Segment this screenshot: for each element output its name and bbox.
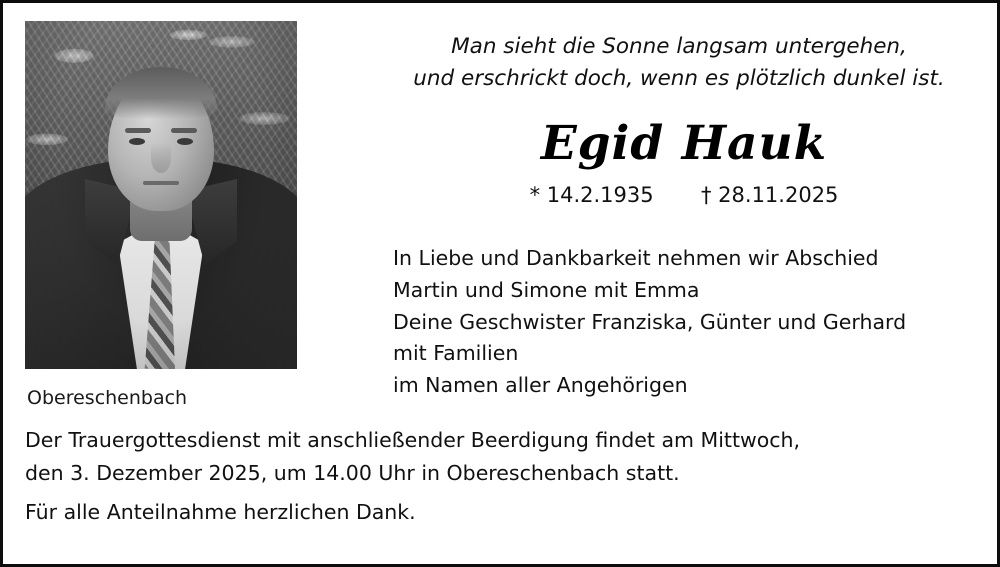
- service-line-1: Der Trauergottesdienst mit anschließender Beerdigung findet am Mittwoch,: [25, 427, 801, 452]
- place-label: Obereschenbach: [27, 387, 188, 409]
- thanks-line: Für alle Anteilnahme herzlichen Dank.: [25, 500, 416, 525]
- life-dates: [393, 183, 975, 207]
- deceased-name: Egid Hauk: [540, 115, 828, 171]
- photo-vignette: [25, 21, 297, 369]
- tribute-line-4: mit Familien: [393, 341, 519, 366]
- birth-date: * 14.2.1935: [529, 183, 654, 208]
- tribute-line-1: In Liebe und Dankbarkeit nehmen wir Abschied: [393, 246, 879, 271]
- motto-line-1: Man sieht die Sonne langsam untergehen,: [451, 34, 907, 59]
- death-date: † 28.11.2025: [701, 183, 839, 208]
- motto-block: [393, 31, 975, 96]
- tribute-line-2: Martin und Simone mit Emma: [393, 277, 700, 302]
- portrait-photo: [25, 21, 297, 369]
- tribute-line-5: im Namen aller Angehörigen: [393, 373, 688, 398]
- notice-upper-section: [3, 3, 997, 410]
- tribute-line-3: Deine Geschwister Franziska, Günter und Gerhard: [393, 309, 907, 334]
- tribute-block: [393, 243, 975, 402]
- motto-line-2: und erschrickt doch, wenn es plötzlich dunkel ist.: [413, 66, 945, 92]
- text-column: [325, 21, 975, 410]
- service-line-2: den 3. Dezember 2025, um 14.00 Uhr in Obereschenbach statt.: [25, 461, 680, 485]
- portrait-column: [25, 21, 325, 410]
- service-details-block: [3, 410, 997, 530]
